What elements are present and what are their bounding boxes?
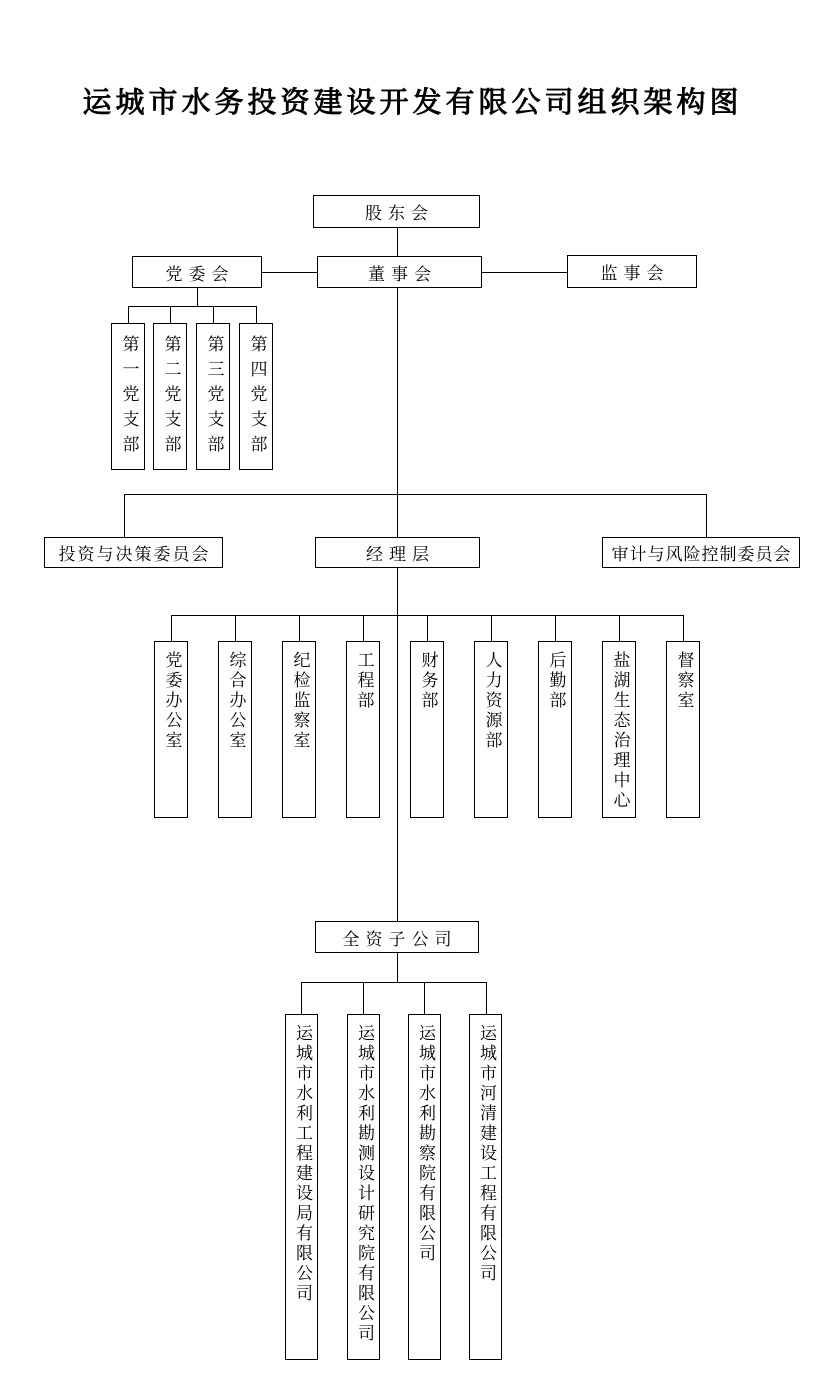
node-management: 经理层 — [315, 537, 480, 568]
node-audit-risk-committee: 审计与风险控制委员会 — [602, 537, 800, 568]
chart-title: 运城市水务投资建设开发有限公司组织架构图 — [82, 85, 743, 119]
node-subsidiary — [285, 1014, 318, 1360]
connector-investment-stub — [124, 494, 125, 537]
node-label: 综合办公室 — [225, 651, 246, 751]
node-label: 运城市水利工程建设局有限公司 — [292, 1024, 312, 1304]
node-label: 督察室 — [673, 651, 694, 711]
connector-branch-stub — [256, 306, 257, 323]
connector-department-stub — [299, 615, 300, 641]
node-department — [474, 641, 508, 818]
node-party-branch — [153, 323, 187, 470]
node-label: 党委办公室 — [161, 651, 182, 751]
node-investment-decision-committee: 投资与决策委员会 — [44, 537, 223, 568]
node-department — [218, 641, 252, 818]
node-label: 财务部 — [417, 651, 438, 711]
node-label: 运城市水利勘测设计研究院有限公司 — [354, 1024, 374, 1344]
node-label: 纪检监察室 — [289, 651, 310, 751]
node-label: 运城市水利勘察院有限公司 — [415, 1024, 435, 1264]
connector-department-stub — [427, 615, 428, 641]
node-party-branch — [196, 323, 230, 470]
connector-department-stub — [491, 615, 492, 641]
connector-audit-stub — [706, 494, 707, 537]
connector-board-management — [397, 288, 398, 537]
connector-branch-stub — [213, 306, 214, 323]
node-department — [282, 641, 316, 818]
node-party-committee: 党委会 — [132, 256, 262, 288]
connector-branch-stub — [170, 306, 171, 323]
node-department — [346, 641, 380, 818]
connector-subsidiaries-bar — [301, 982, 486, 983]
node-label: 第三党支部 — [203, 335, 224, 460]
connector-department-stub — [683, 615, 684, 641]
connector-department-stub — [555, 615, 556, 641]
connector-department-stub — [171, 615, 172, 641]
node-department — [410, 641, 444, 818]
node-party-branch — [111, 323, 145, 470]
node-department — [666, 641, 700, 818]
node-subsidiaries-header: 全资子公司 — [315, 921, 479, 953]
connector-subsidiary-stub — [363, 982, 364, 1014]
connector-subsidiaries-down — [397, 953, 398, 982]
node-label: 后勤部 — [545, 651, 566, 711]
connector-subsidiary-stub — [301, 982, 302, 1014]
node-label: 盐湖生态治理中心 — [609, 651, 630, 811]
connector-party-board — [262, 272, 317, 273]
connector-department-stub — [619, 615, 620, 641]
node-subsidiary — [408, 1014, 441, 1360]
connector-branch-stub — [128, 306, 129, 323]
node-label: 第二党支部 — [160, 335, 181, 460]
connector-department-stub — [235, 615, 236, 641]
node-shareholders: 股东会 — [313, 195, 480, 228]
node-party-branch — [239, 323, 273, 470]
node-board: 董事会 — [317, 256, 482, 288]
connector-department-stub — [363, 615, 364, 641]
node-department — [538, 641, 572, 818]
connector-branches-bar — [128, 306, 257, 307]
connector-committees-bar — [124, 494, 707, 495]
node-supervisory-board: 监事会 — [567, 255, 697, 288]
node-label: 运城市河清建设工程有限公司 — [476, 1024, 496, 1284]
node-label: 第四党支部 — [246, 335, 267, 460]
node-department — [602, 641, 636, 818]
node-label: 第一党支部 — [118, 335, 139, 460]
connector-management-subsidiaries — [397, 568, 398, 921]
connector-party-down — [197, 288, 198, 306]
connector-subsidiary-stub — [486, 982, 487, 1014]
node-label: 人力资源部 — [481, 651, 502, 751]
connector-board-supervisory — [482, 272, 567, 273]
node-department — [154, 641, 188, 818]
node-label: 工程部 — [353, 651, 374, 711]
node-subsidiary — [347, 1014, 380, 1360]
node-subsidiary — [469, 1014, 502, 1360]
connector-subsidiary-stub — [424, 982, 425, 1014]
connector-shareholders-board — [397, 227, 398, 256]
